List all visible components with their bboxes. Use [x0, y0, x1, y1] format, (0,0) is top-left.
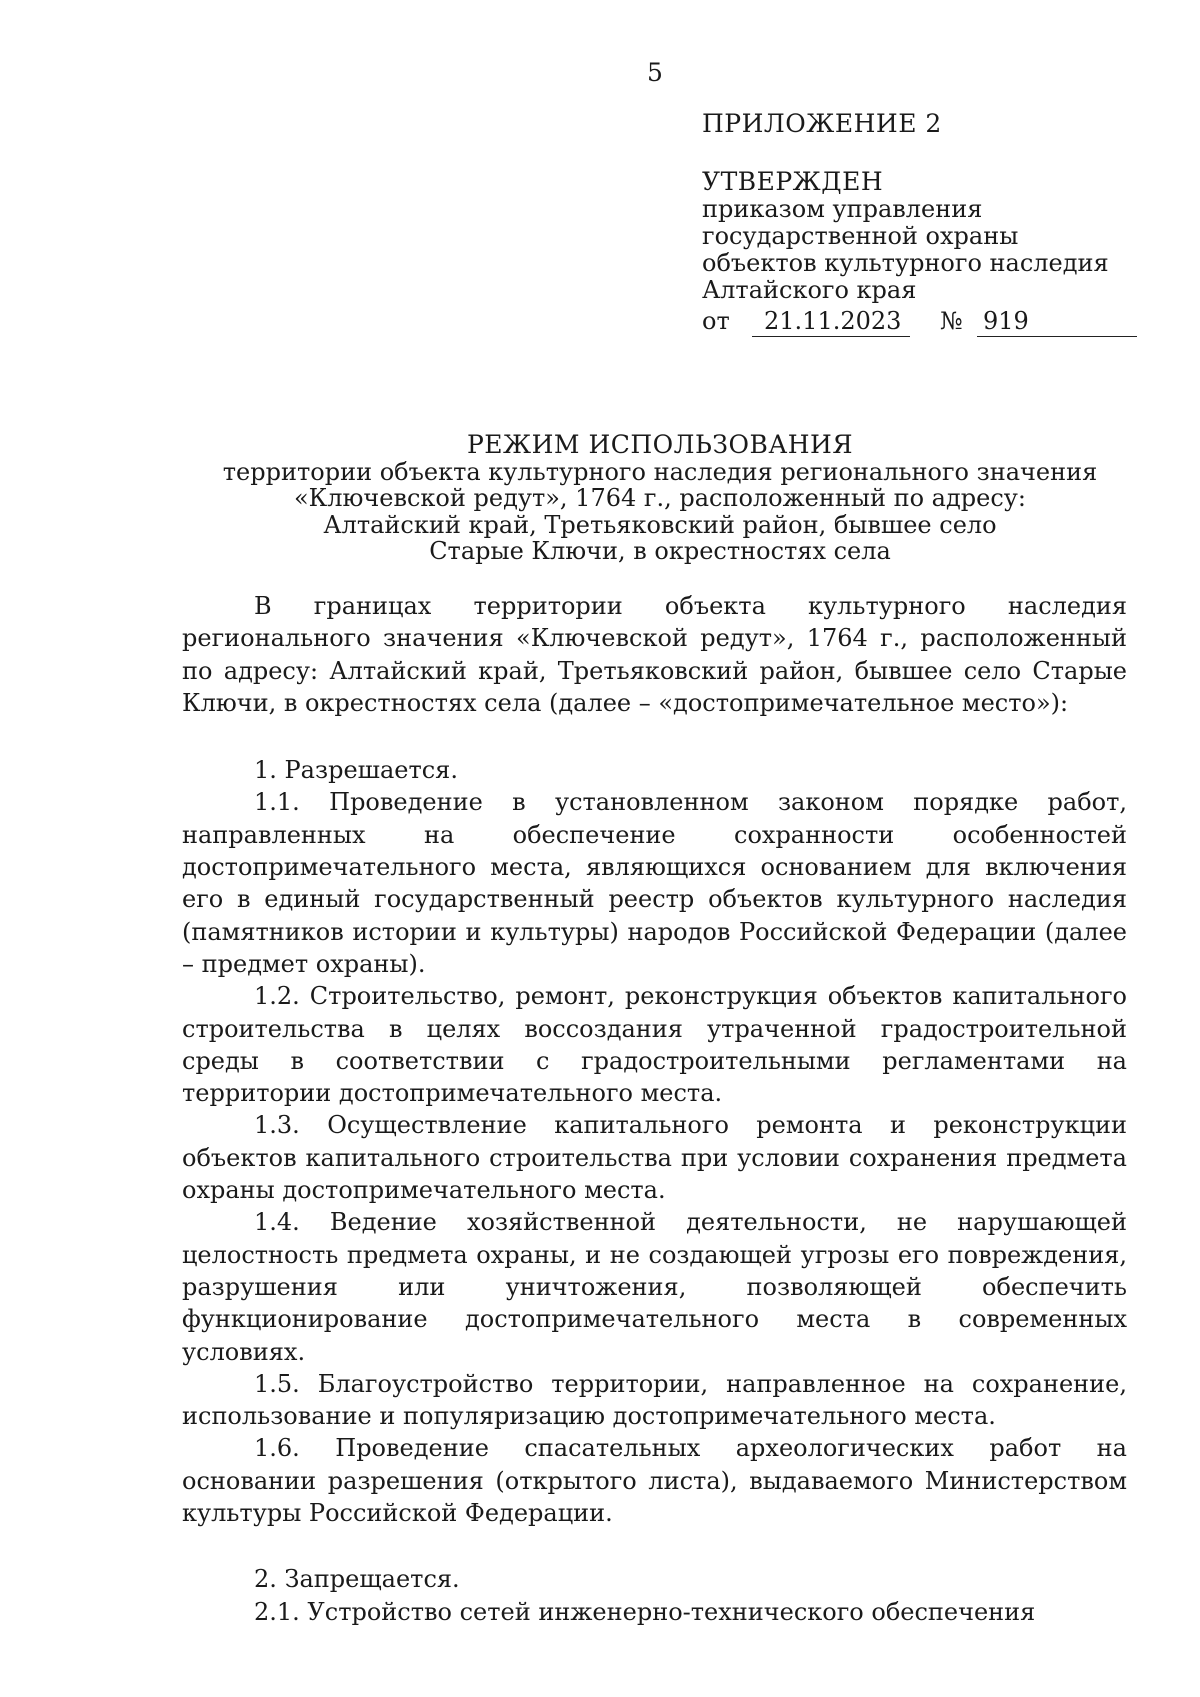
section-item: 1.6. Проведение спасательных археологических работ на основании разрешения (открытого листа), выдаваемого Министерством культуры Российской Федерации. [182, 1434, 1127, 1528]
heading-title: РЕЖИМ ИСПОЛЬЗОВАНИЯ [466, 430, 854, 459]
order-date: 21.11.2023 [764, 307, 902, 335]
page-number: 5 [647, 58, 663, 87]
order-date-field [752, 304, 910, 337]
heading-line: Старые Ключи, в окрестностях села [429, 537, 891, 565]
approved-label: УТВЕРЖДЕН [702, 167, 884, 196]
order-line [702, 304, 1182, 340]
section-item: 1.2. Строительство, ремонт, реконструкция объектов капитального строительства в целях воссоздания утраченной градостроительной среды в соответствии с градостроительными регламентами на территории достопримечательного места. [182, 982, 1127, 1108]
approved-by [702, 196, 1182, 304]
document-heading [180, 432, 1140, 565]
approved-by-line: Алтайского края [702, 276, 917, 304]
order-number-field [977, 304, 1137, 337]
heading-line: территории объекта культурного наследия регионального значения [222, 457, 1098, 486]
approved-by-line: объектов культурного наследия [702, 249, 1109, 277]
document-body [182, 590, 1127, 1628]
section-item: 1.3. Осуществление капитального ремонта и реконструкции объектов капитального строительства при условии сохранения предмета охраны достопримечательного места. [182, 1111, 1127, 1205]
approved-by-line: государственной охраны [702, 222, 1019, 250]
section-title: 1. Разрешается. [254, 756, 458, 785]
heading-line: «Ключевской редут», 1764 г., расположенный по адресу: [294, 484, 1026, 512]
order-number: 919 [983, 307, 1029, 335]
section-item: 1.5. Благоустройство территории, направленное на сохранение, использование и популяризацию достопримечательного места. [182, 1369, 1127, 1431]
heading-line: Алтайский край, Третьяковский район, бывшее село [323, 510, 997, 539]
section-item: 1.1. Проведение в установленном законом порядке работ, направленных на обеспечение сохранности особенностей достопримечательного места, являющихся основанием для включения его в единый государственный реестр объектов культурного наследия (памятников истории и культуры) народов Российской Федерации (далее – предмет охраны). [182, 788, 1127, 978]
number-sign: № [940, 307, 963, 335]
from-label: от [702, 307, 730, 335]
intro-paragraph: В границах территории объекта культурного наследия регионального значения «Ключевской редут», 1764 г., расположенный по адресу: Алтайский край, Третьяковский район, бывшее село Старые Ключи, в окрестностях села (далее – «достопримечательное место»): [182, 592, 1127, 717]
section-title: 2. Запрещается. [254, 1565, 460, 1594]
appendix-block [702, 110, 1182, 340]
section-item: 1.4. Ведение хозяйственной деятельности, не нарушающей целостность предмета охраны, и не создающей угрозы его повреждения, разрушения или уничтожения, позволяющей обеспечить функционирование достопримечательного места в современных условиях. [182, 1208, 1127, 1366]
approved-by-line: приказом управления [702, 195, 983, 223]
section-item: 2.1. Устройство сетей инженерно-технического обеспечения [254, 1597, 1036, 1626]
appendix-title: ПРИЛОЖЕНИЕ 2 [702, 109, 942, 138]
